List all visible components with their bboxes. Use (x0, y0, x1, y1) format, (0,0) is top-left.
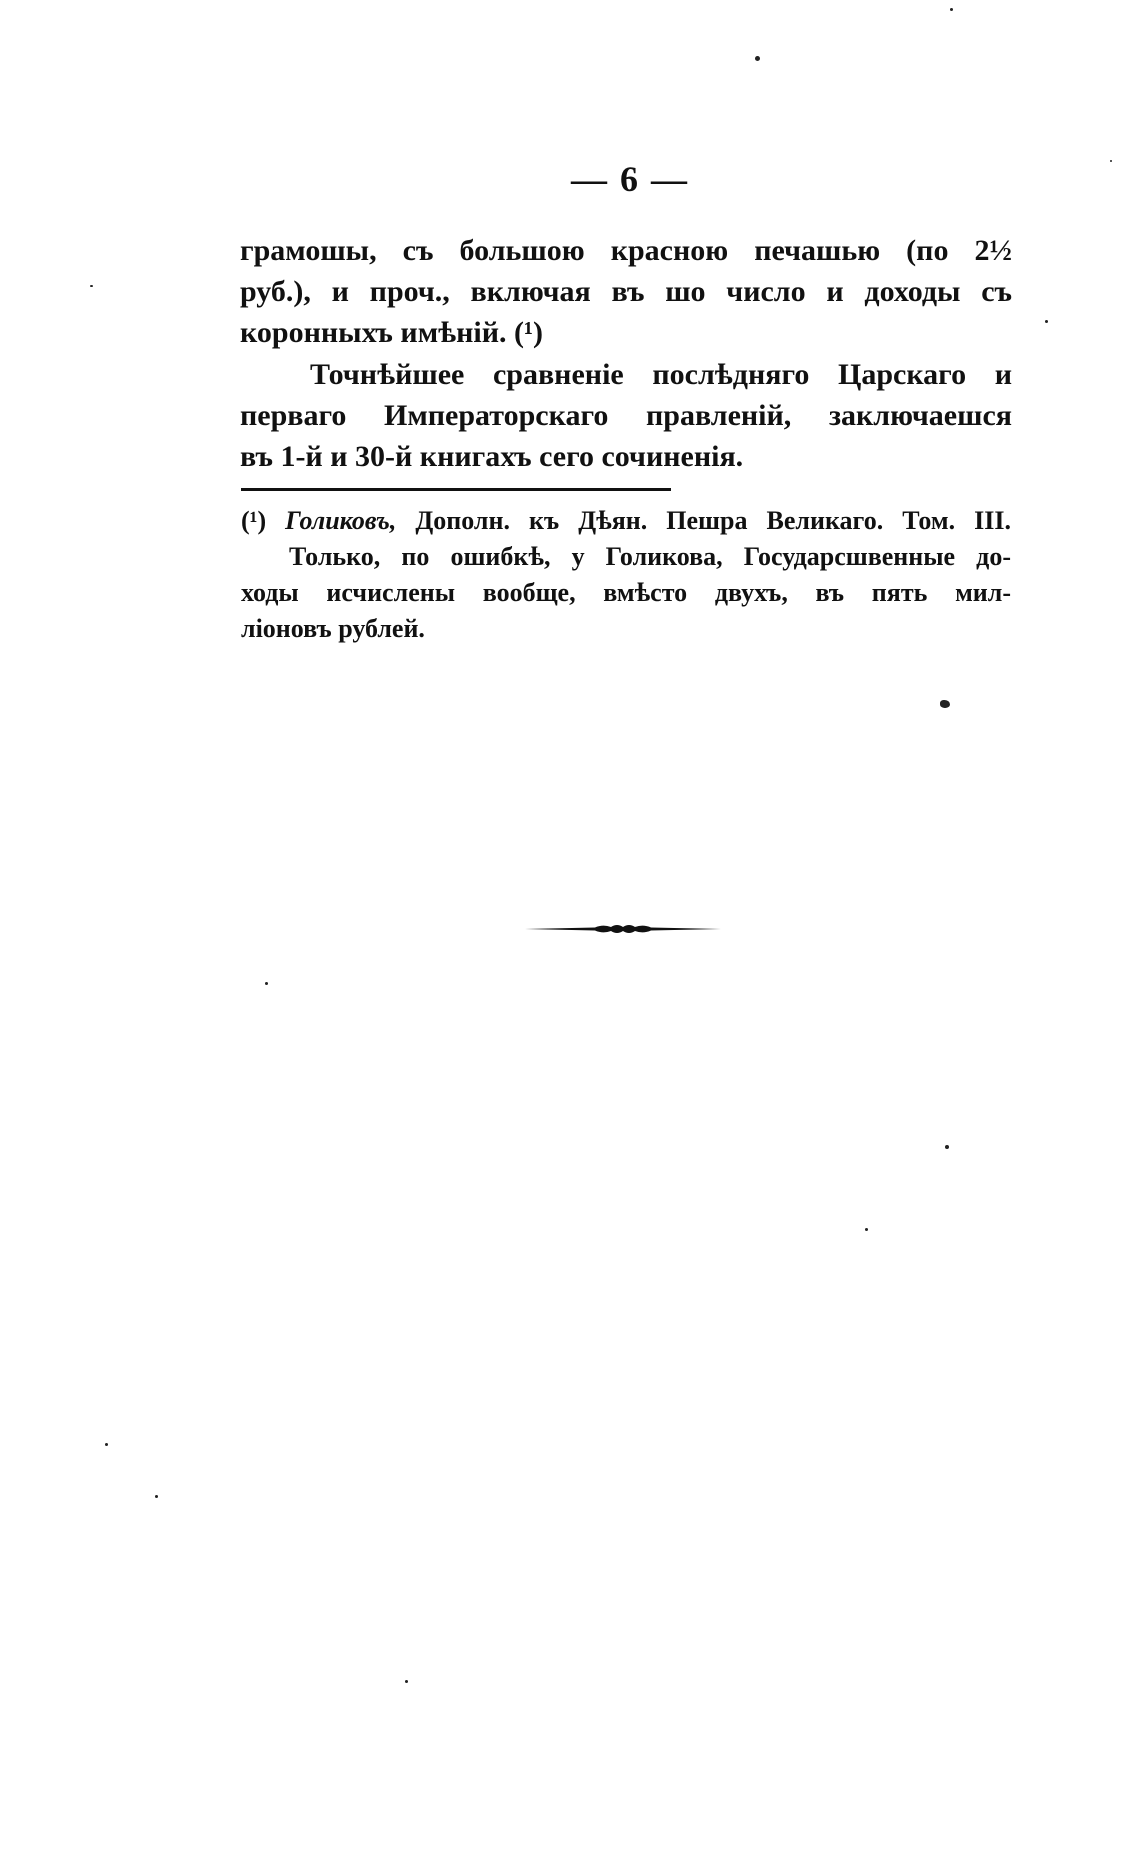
scan-speck (90, 285, 93, 287)
footnote-line-2: Только, по ошибкѣ, у Голикова, Государсшвенные до- (289, 542, 1011, 571)
paragraph-2-line-2: перваго Императорскаго правленій, заключаешся (240, 399, 1012, 432)
paragraph-1-line-3-text: коронныхъ имѣній. (240, 316, 507, 349)
paragraph-1-line-2: руб.), и проч., включая въ шо число и доходы съ (240, 275, 1012, 308)
scan-speck (105, 1443, 108, 1446)
scan-speck (950, 8, 953, 11)
footnote-line-4: ліоновъ рублей. (241, 614, 425, 643)
footnote-marker: (¹) (241, 506, 267, 535)
end-ornament-icon (525, 918, 721, 940)
paragraph-1-line-1: грамошы, съ большою красною печашью (по 2½ (240, 234, 1012, 267)
scan-speck (865, 1228, 868, 1231)
scan-speck (265, 982, 268, 985)
footnote-citation: Дополн. къ Дѣян. Пешра Великаго. Том. III. (415, 506, 1012, 535)
footnote-line-3: ходы исчислены вообще, вмѣсто двухъ, въ пять мил- (241, 578, 1011, 607)
paragraph-2-line-3: въ 1-й и 30-й книгахъ сего сочиненія. (240, 440, 744, 473)
scan-speck (945, 1145, 949, 1149)
footnote-author: Голиковъ, (285, 506, 397, 535)
scan-speck (1110, 160, 1112, 162)
scan-speck (405, 1680, 408, 1683)
scan-speck (1045, 320, 1048, 323)
paragraph-2-line-1: Точнѣйшее сравненіе послѣдняго Царскаго и (310, 358, 1012, 391)
page-number: — 6 — (571, 159, 689, 199)
paragraph-1-line-3 (240, 312, 1012, 353)
paragraph-1 (240, 230, 1012, 353)
paragraph-2 (240, 354, 1012, 477)
footnote (241, 503, 1011, 647)
footnote-reference: (¹) (514, 316, 544, 349)
footnote-line-1 (241, 503, 1011, 539)
scan-speck (755, 56, 760, 61)
scan-speck (155, 1495, 158, 1498)
scan-speck (940, 700, 950, 708)
footnote-separator-rule (241, 488, 671, 491)
